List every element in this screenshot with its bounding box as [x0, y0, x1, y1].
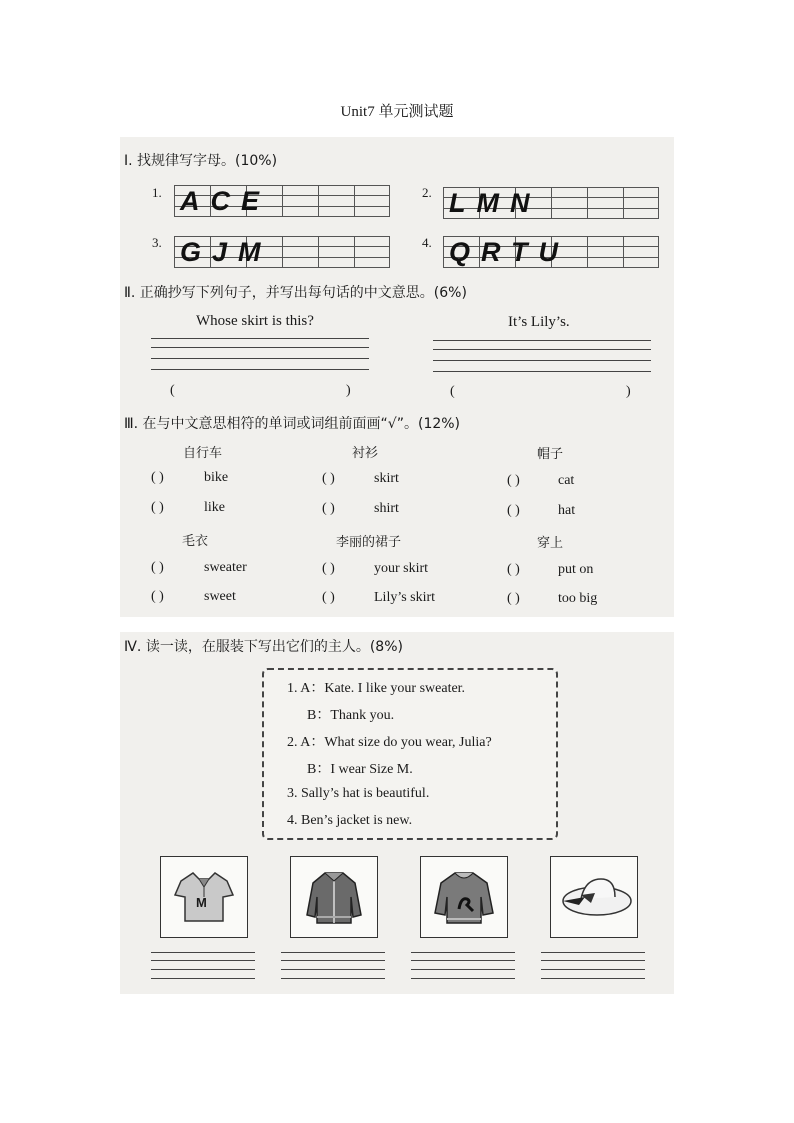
option-text: shirt [374, 501, 399, 516]
bracket[interactable]: ( ) [151, 500, 164, 515]
answer-lines-2[interactable] [281, 952, 385, 980]
option-text: sweater [204, 560, 247, 575]
letter-grid-1[interactable] [174, 185, 390, 217]
option-text: cat [558, 473, 575, 488]
item-3-number: 3. [152, 235, 162, 250]
bracket[interactable]: ( ) [322, 471, 335, 486]
group-3-chinese: 帽子 [537, 447, 564, 462]
letters-2: LMN [449, 188, 541, 218]
dialog-line-3: 2. A：What size do you wear, Julia? [287, 735, 492, 750]
option-text: your skirt [374, 561, 429, 576]
bracket[interactable]: ( ) [151, 470, 164, 485]
bracket[interactable]: ( ) [507, 562, 520, 577]
group-6-chinese: 穿上 [537, 536, 564, 551]
picture-shirt [160, 856, 248, 938]
dialog-line-4: B：I wear Size M. [307, 762, 413, 777]
item-1-number: 1. [152, 185, 162, 200]
answer-lines-3[interactable] [411, 952, 515, 980]
copy-lines-1[interactable] [151, 338, 369, 372]
sweater-icon [421, 857, 507, 937]
option-text: too big [558, 591, 598, 606]
option-text: hat [558, 503, 576, 518]
bracket[interactable]: ( ) [507, 473, 520, 488]
sentence-2: It’s Lily’s. [508, 314, 570, 330]
group-1-chinese: 自行车 [183, 446, 223, 461]
dialog-line-1: 1. A：Kate. I like your sweater. [287, 681, 466, 696]
translation-1-open: ( [170, 383, 175, 398]
group-5-chinese: 李丽的裙子 [336, 535, 402, 550]
picture-sweater [420, 856, 508, 938]
group-4-chinese: 毛衣 [182, 534, 209, 549]
item-2-number: 2. [422, 185, 432, 200]
item-4-number: 4. [422, 235, 432, 250]
section-2-heading: Ⅱ. 正确抄写下列句子，并写出每句话的中文意思。(6%) [124, 285, 467, 301]
letters-1: ACE [180, 186, 271, 216]
option-text: skirt [374, 471, 399, 486]
letter-grid-4[interactable] [443, 236, 659, 268]
bracket[interactable]: ( ) [322, 590, 335, 605]
answer-lines-1[interactable] [151, 952, 255, 980]
bracket[interactable]: ( ) [322, 501, 335, 516]
translation-1-close: ) [346, 383, 351, 398]
shirt-size-letter: M [196, 895, 207, 910]
translation-2-open: ( [450, 384, 455, 399]
dialog-line-2: B：Thank you. [307, 708, 395, 723]
bracket[interactable]: ( ) [322, 561, 335, 576]
option-text: put on [558, 562, 594, 577]
jacket-icon [291, 857, 377, 937]
bracket[interactable]: ( ) [151, 589, 164, 604]
letter-grid-2[interactable] [443, 187, 659, 219]
hat-icon [551, 857, 637, 937]
option-text: sweet [204, 589, 236, 604]
bracket[interactable]: ( ) [151, 560, 164, 575]
picture-jacket [290, 856, 378, 938]
answer-lines-4[interactable] [541, 952, 645, 980]
bracket[interactable]: ( ) [507, 503, 520, 518]
option-text: bike [204, 470, 229, 485]
sentence-1: Whose skirt is this? [196, 313, 314, 329]
copy-lines-2[interactable] [433, 340, 651, 374]
letters-3: GJM [180, 237, 272, 267]
dialog-line-6: 4. Ben’s jacket is new. [287, 813, 413, 828]
section-4-heading: Ⅳ. 读一读，在服装下写出它们的主人。(8%) [124, 639, 403, 655]
section-3-heading: Ⅲ. 在与中文意思相符的单词或词组前面画“√”。(12%) [124, 416, 461, 432]
picture-hat [550, 856, 638, 938]
group-2-chinese: 衬衫 [352, 446, 379, 461]
option-text: like [204, 500, 225, 515]
section-1-heading: Ⅰ. 找规律写字母。(10%) [124, 153, 278, 169]
letters-4: QRTU [449, 237, 570, 267]
letter-grid-3[interactable] [174, 236, 390, 268]
translation-2-close: ) [626, 384, 631, 399]
dialog-line-5: 3. Sally’s hat is beautiful. [287, 786, 430, 801]
page-title: Unit7 单元测试题 [340, 104, 454, 120]
option-text: Lily’s skirt [374, 590, 436, 605]
bracket[interactable]: ( ) [507, 591, 520, 606]
